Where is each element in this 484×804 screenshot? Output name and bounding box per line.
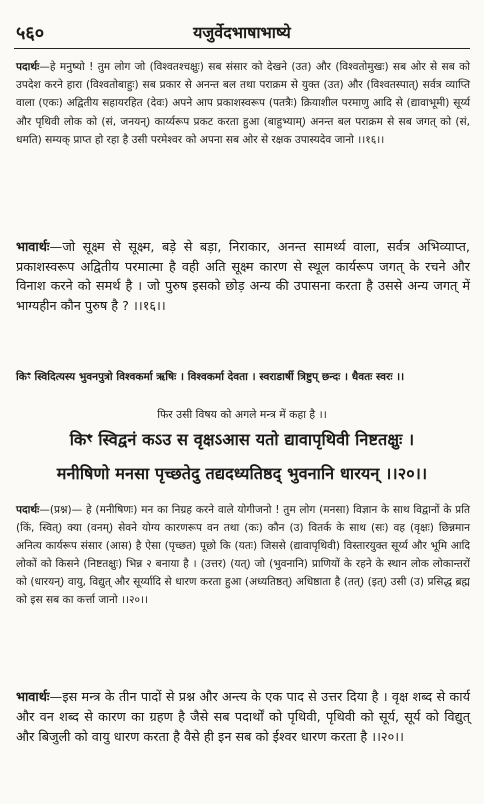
bhavartha-paragraph-20 xyxy=(16,688,470,749)
bhavartha-label: भावार्थः xyxy=(16,690,50,705)
mantra-line-1: किꣳ स्विद्वनं कऽउ स वृक्षऽआस यतो द्यावापृथिवी निष्टतक्षुः । xyxy=(69,430,415,449)
bhavartha-text: —इस मन्त्र के तीन पादों से प्रश्न और अन्त्य के एक पाद से उत्तर दिया है । वृक्ष शब्द से कार्य और वन शब्द से कारण का ग्रहण है जैसे सब पदार्थों को पृथिवी, पृथिवी को सूर्य, सूर्य को विद्युत् और बिजुली को वायु धारण करता है वैसे ही इन सब को ईश्वर धारण करता है ।।२०।। xyxy=(16,690,470,746)
padartha-label: पदार्थः xyxy=(16,504,40,516)
mantra-info: किꣳ स्विदित्यस्य भुवनपुत्रो विश्वकर्मा ऋषिः । विश्वकर्मा देवता । स्वराडार्षी त्रिष्टुप् छन्दः । धैवतः स्वरः ।। xyxy=(16,371,405,383)
intro-note: फिर उसी विषय को अगले मन्त्र में कहा है ।। xyxy=(157,408,327,421)
bhavartha-paragraph-19 xyxy=(16,238,470,316)
running-title: यजुर्वेदभाषाभाष्ये xyxy=(193,23,291,42)
padartha-paragraph-19 xyxy=(16,58,470,149)
mantra-line-2: मनीषिणो मनसा पृच्छतेदु तद्यदध्यतिष्ठद् भुवनानि धारयन् ।।२०।। xyxy=(56,464,428,483)
padartha-paragraph-20 xyxy=(16,502,470,609)
bhavartha-text: —जो सूक्ष्म से सूक्ष्म, बड़े से बड़ा, निराकार, अनन्त सामर्थ्य वाला, सर्वत्र अभिव्याप्त, प्रकाशस्वरूप अद्वितीय परमात्मा है वही अति सूक्ष्म कारण से स्थूल कार्यरूप जगत् के रचने और विनाश करने को समर्थ है । जो पुरुष इसको छोड़ अन्य की उपासना करता है उससे अन्य जगत् में भाग्यहीन कौन पुरुष है ? ।।१६।। xyxy=(16,240,470,314)
padartha-text: —(प्रश्न)— हे (मनीषिणः) मन का निग्रह करने वाले योगीजनो ! तुम लोग (मनसा) विज्ञान के साथ विद्वानों के प्रति (किं, स्वित्) क्या (वनम्) सेवने योग्य कारणरूप वन तथा (कः) कौन (उ) वितर्क के साथ (सः) वह (वृक्षः) छिन्नमान अनित्य कार्यरूप संसार (आस) है ऐसा (पृच्छत) पूछो कि (यतः) जिससे (द्यावापृथिवी) विस्तारयुक्त सूर्य्य और भूमि आदि लोकों को किसने (निष्टतक्षुः) भिन्न २ बनाया है । (उत्तर) (यत्) जो (भुवनानि) प्राणियों के रहने के स्थान लोक लोकान्तरों को (धारयन्) वायु, विद्युत् और सूर्य्यादि से धारण करता हुआ (अध्यतिष्ठत्) अधिष्ठाता है (तत्) (इत्) उसी (उ) प्रसिद्ध ब्रह्म को इस सब का कर्त्ता जानो ।।२०।। xyxy=(16,504,470,606)
page-header xyxy=(14,18,470,49)
padartha-text: —हे मनुष्यो ! तुम लोग जो (विश्वतश्चक्षुः) सब संसार को देखने (उत) और (विश्वतोमुखः) सब ओर से सब को उपदेश करने हारा (विश्वतोबाहुः) सब प्रकार से अनन्त बल तथा पराक्रम से युक्त (उत) और (विश्वतस्पात्) सर्वत्र व्याप्ति वाला (एकः) अद्वितीय सहायरहित (देवः) अपने आप प्रकाशस्वरूप (पतत्रैः) क्रियाशील परमाणु आदि से (द्यावाभूमी) सूर्य्य और पृथिवी लोक को (सं, जनयन्) कार्य्यरूप प्रकट करता हुआ (बाहुभ्याम्) अनन्त बल पराक्रम से सब जगत् को (सं, धमति) सम्यक् प्राप्त हो रहा है उसी परमेश्वर को अपना सब ओर से रक्षक उपास्यदेव जानो ।।१६।। xyxy=(16,61,470,146)
page-number: ५६० xyxy=(16,23,45,44)
bhavartha-label: भावार्थः xyxy=(16,240,50,255)
padartha-label: पदार्थः xyxy=(16,61,40,73)
